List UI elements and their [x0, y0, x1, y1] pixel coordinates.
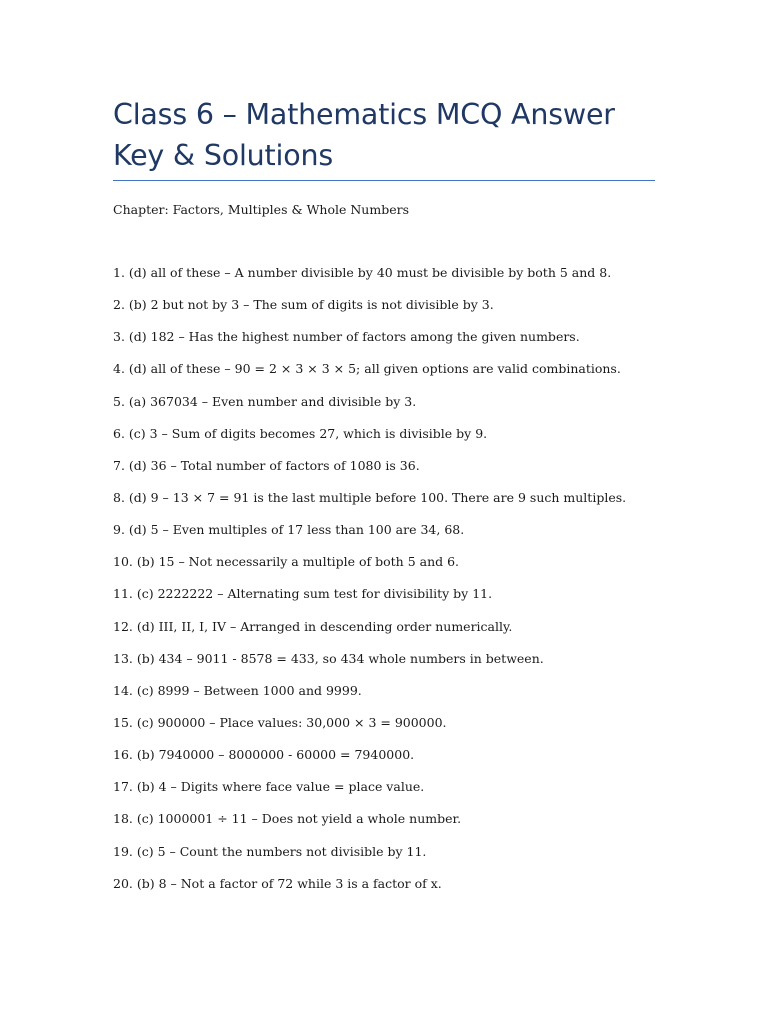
- title-underline-divider: [113, 180, 655, 181]
- answer-item: 2. (b) 2 but not by 3 – The sum of digits is not divisible by 3.: [113, 297, 494, 313]
- answer-item: 10. (b) 15 – Not necessarily a multiple of both 5 and 6.: [113, 554, 460, 570]
- answer-item: 14. (c) 8999 – Between 1000 and 9999.: [113, 682, 362, 698]
- answer-item: 15. (c) 900000 – Place values: 30,000 × 3 = 900000.: [113, 714, 447, 730]
- answer-item: 12. (d) III, II, I, IV – Arranged in descending order numerically.: [113, 618, 513, 634]
- answer-item: 9. (d) 5 – Even multiples of 17 less than 100 are 34, 68.: [113, 522, 465, 538]
- answer-list: [113, 265, 626, 908]
- answer-item: 20. (b) 8 – Not a factor of 72 while 3 is a factor of x.: [113, 875, 442, 891]
- chapter-heading: Chapter: Factors, Multiples & Whole Numbers: [113, 202, 409, 217]
- answer-item: 4. (d) all of these – 90 = 2 × 3 × 3 × 5; all given options are valid combinations.: [113, 361, 621, 377]
- document-title: Class 6 – Mathematics MCQ Answer Key & Solutions: [113, 98, 615, 172]
- answer-item: 8. (d) 9 – 13 × 7 = 91 is the last multiple before 100. There are 9 such multiples.: [113, 489, 627, 505]
- answer-item: 5. (a) 367034 – Even number and divisible by 3.: [113, 393, 417, 409]
- answer-item: 6. (c) 3 – Sum of digits becomes 27, which is divisible by 9.: [113, 425, 488, 441]
- answer-item: 16. (b) 7940000 – 8000000 - 60000 = 7940000.: [113, 747, 415, 763]
- answer-item: 19. (c) 5 – Count the numbers not divisible by 11.: [113, 843, 427, 859]
- answer-item: 17. (b) 4 – Digits where face value = place value.: [113, 779, 425, 795]
- answer-item: 18. (c) 1000001 ÷ 11 – Does not yield a whole number.: [113, 811, 462, 827]
- answer-item: 7. (d) 36 – Total number of factors of 1080 is 36.: [113, 457, 420, 473]
- answer-item: 3. (d) 182 – Has the highest number of factors among the given numbers.: [113, 329, 580, 345]
- answer-item: 13. (b) 434 – 9011 - 8578 = 433, so 434 whole numbers in between.: [113, 650, 544, 666]
- answer-item: 1. (d) all of these – A number divisible by 40 must be divisible by both 5 and 8.: [113, 265, 612, 280]
- answer-item: 11. (c) 2222222 – Alternating sum test for divisibility by 11.: [113, 586, 493, 602]
